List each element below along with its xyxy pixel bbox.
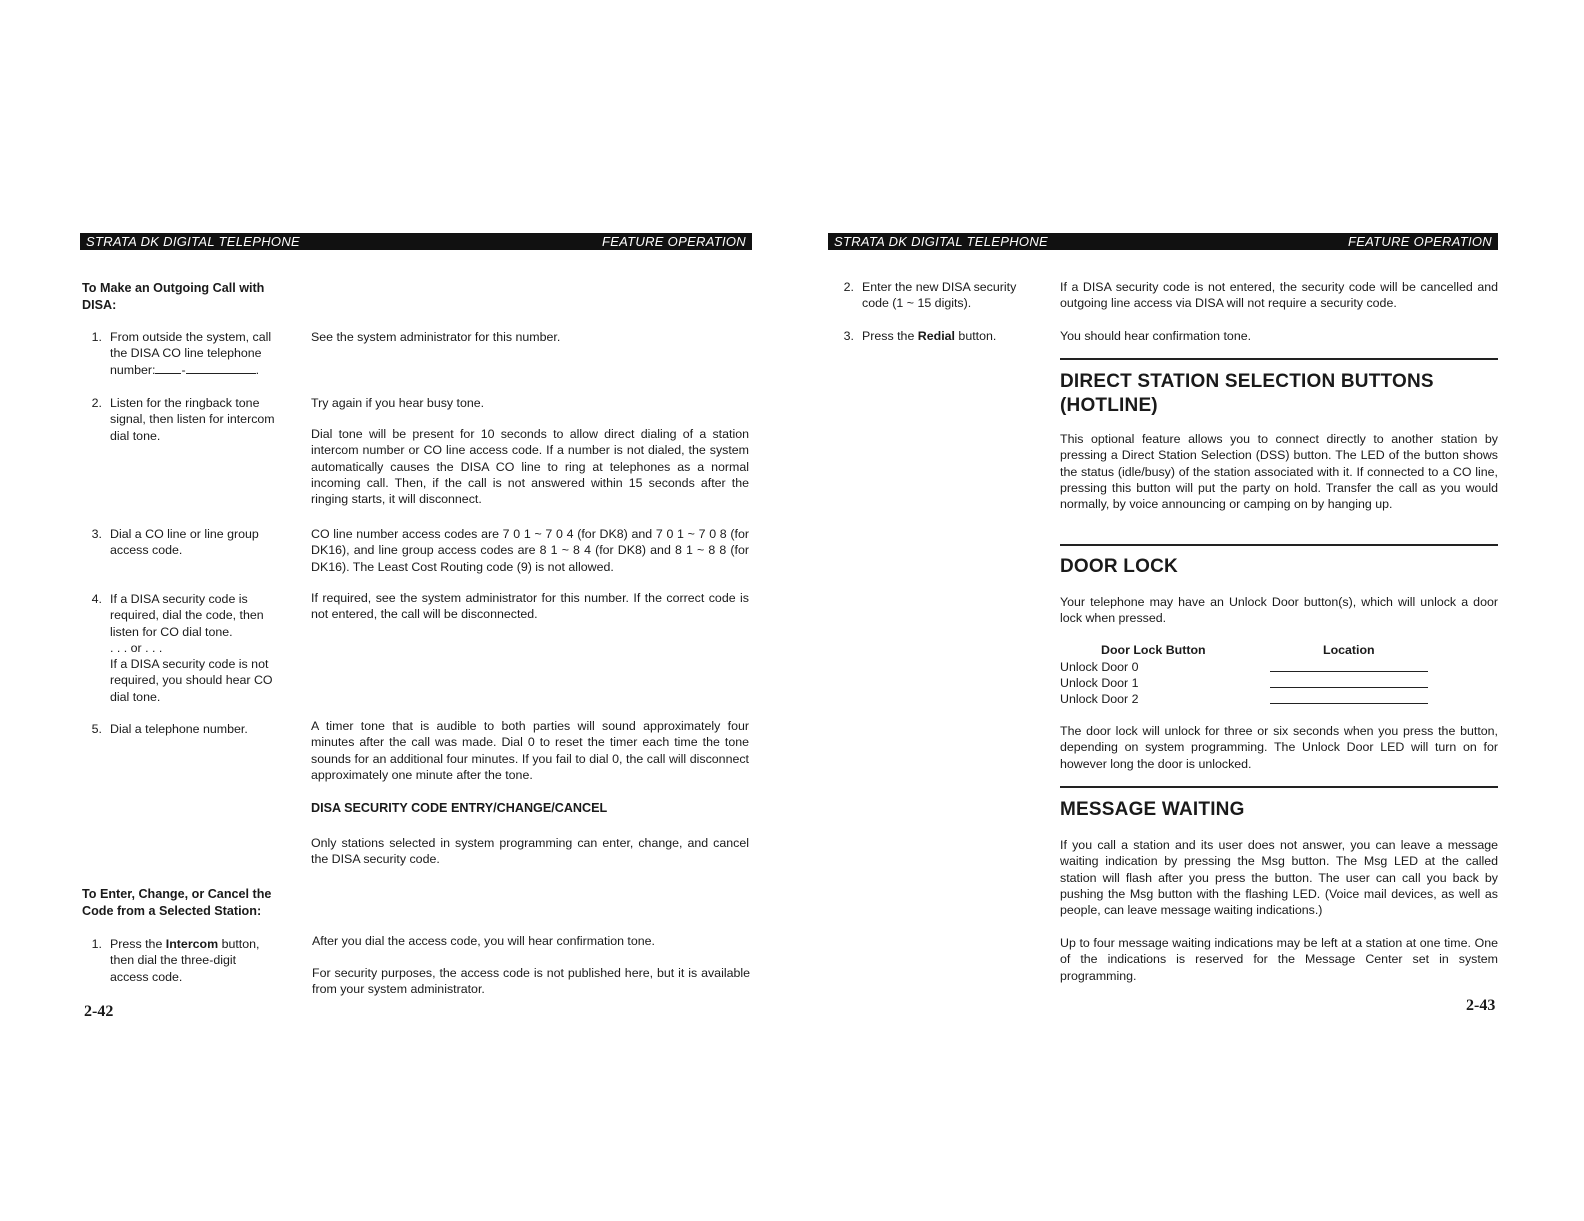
page-number: 2-43: [1466, 997, 1496, 1014]
note-step-3: CO line number access codes are 7 0 1 ~ 7 0 4 (for DK8) and 7 0 1 ~ 7 0 8 (for DK16), and line group access codes are 8 1 ~ 8 4 (for DK8) and 8 1 ~ 8 8 (for DK16). The Least Cost Routing code (9) is not allowed.: [311, 527, 749, 574]
step-number: 2.: [843, 280, 854, 294]
step-number: 5.: [91, 722, 102, 736]
note-step-2b: Dial tone will be present for 10 seconds to allow direct dialing of a station intercom number or CO line access code. If a number is not dialed, the system automatically causes the DISA CO line to ring at telephones as a normal incoming call. Then, if the call is not answered within 15 seconds after the ringing starts, it will disconnect.: [311, 427, 749, 507]
step-line: [110, 936, 259, 952]
step-line: number:: [110, 362, 156, 377]
step-line: required, dial the code, then: [110, 608, 264, 623]
step-text: button,: [218, 937, 260, 951]
door-table-row-1: Unlock Door 1: [1060, 676, 1139, 690]
note-step-4: If required, see the system administrator for this number. If the correct code is not entered, the call will be disconnected.: [311, 591, 749, 622]
section-title-outgoing-call: To Make an Outgoing Call with DISA:: [82, 281, 265, 312]
blank-separator: -: [181, 362, 186, 377]
disa-security-paragraph: Only stations selected in system programming can enter, change, and cancel the DISA security code.: [311, 836, 749, 867]
page-header: [828, 233, 1498, 250]
step-line: If a DISA security code is not: [110, 657, 269, 672]
step-line: signal, then listen for intercom: [110, 412, 275, 427]
step-text: Press the: [862, 329, 918, 343]
header-title: STRATA DK DIGITAL TELEPHONE: [86, 234, 300, 249]
message-waiting-paragraph-1: If you call a station and its user does not answer, you can leave a message waiting indication by pressing the Msg button. The Msg LED at the called station will flash after you press the button. The user can call you back by pushing the Msg button with the flashing LED. (Voice mail devices, as well as people, can leave message waiting indications.): [1060, 838, 1498, 918]
step-text: Press the: [110, 937, 166, 951]
header-section: FEATURE OPERATION: [601, 234, 746, 249]
step-line: dial tone.: [110, 689, 161, 704]
location-blank-2: [1270, 703, 1428, 704]
step-number: 3.: [91, 527, 102, 541]
note-step-3: You should hear confirmation tone.: [1060, 329, 1252, 343]
step-line: code (1 ~ 15 digits).: [862, 296, 972, 311]
door-table-col-location: Location: [1323, 643, 1375, 657]
note-step-1: See the system administrator for this number.: [311, 330, 561, 344]
step-line: Listen for the ringback tone: [110, 396, 260, 410]
door-lock-title: DOOR LOCK: [1060, 556, 1178, 577]
step-number: 4.: [91, 592, 102, 606]
blank-number: [186, 362, 256, 374]
section-divider: [1060, 786, 1498, 788]
step-text: button.: [954, 329, 997, 343]
section-title-enter-code: To Enter, Change, or Cancel the Code from a Selected Station:: [82, 887, 272, 918]
door-lock-paragraph-2: The door lock will unlock for three or six seconds when you press the button, depending on system programming. The Unlock Door LED will turn on for however long the door is unlocked.: [1060, 724, 1498, 771]
message-waiting-paragraph-2: Up to four message waiting indications may be left at a station at one time. One of the indications is reserved for the Message Center set in system programming.: [1060, 936, 1498, 983]
step-line: . . . or . . .: [110, 640, 163, 655]
page-number: 2-42: [84, 1003, 114, 1020]
step-line: listen for CO dial tone.: [110, 624, 233, 639]
step-number: 1.: [91, 937, 102, 951]
dss-title-line-1: DIRECT STATION SELECTION BUTTONS: [1060, 371, 1434, 392]
step-line: Dial a telephone number.: [110, 722, 248, 736]
step-number: 1.: [91, 330, 102, 344]
step-number: 2.: [91, 396, 102, 410]
note-step-5: A timer tone that is audible to both parties will sound approximately four minutes after the call was made. Dial 0 to reset the timer each time the tone sounds for an additional four minutes. If you fail to dial 0, the call will disconnect approximately one minute after the tone.: [311, 719, 749, 782]
disa-security-heading: DISA SECURITY CODE ENTRY/CHANGE/CANCEL: [311, 801, 608, 815]
header-title: STRATA DK DIGITAL TELEPHONE: [834, 234, 1048, 249]
step-line: Enter the new DISA security: [862, 280, 1017, 294]
door-table-row-2: Unlock Door 2: [1060, 692, 1139, 706]
header-section: FEATURE OPERATION: [1347, 234, 1492, 249]
section-divider: [1060, 544, 1498, 546]
right-page: [792, 0, 1584, 1221]
step-line: [862, 328, 996, 344]
step-line: Dial a CO line or line group: [110, 527, 259, 541]
step-line: dial tone.: [110, 428, 161, 443]
note-enter-1a: After you dial the access code, you will hear confirmation tone.: [312, 934, 655, 948]
step-line: then dial the three-digit: [110, 953, 237, 968]
blank-end: .: [255, 362, 260, 377]
step-line: From outside the system, call: [110, 330, 272, 344]
location-blank-1: [1270, 687, 1428, 688]
blank-area-code: [155, 362, 181, 374]
step-line: the DISA CO line telephone: [110, 346, 262, 361]
door-lock-paragraph: Your telephone may have an Unlock Door button(s), which will unlock a door lock when pressed.: [1060, 595, 1498, 626]
note-step-2a: Try again if you hear busy tone.: [311, 396, 485, 410]
step-line: access code.: [110, 969, 183, 984]
note-step-2: If a DISA security code is not entered, the security code will be cancelled and outgoing line access via DISA will not require a security code.: [1060, 280, 1498, 311]
location-blank-0: [1270, 671, 1428, 672]
step-number: 3.: [843, 329, 854, 343]
door-table-row-0: Unlock Door 0: [1060, 660, 1139, 674]
number-blank-line: [110, 362, 271, 378]
intercom-button-label: Intercom: [165, 937, 219, 951]
section-divider: [1060, 358, 1498, 360]
dss-section-title: [1060, 370, 1498, 418]
dss-paragraph: This optional feature allows you to connect directly to another station by pressing a Direct Station Selection (DSS) button. The LED of the button shows the status (idle/busy) of the station associated with it. If connected to a CO line, pressing this button will put the party on hold. Transfer the call as you would normally, by voice announcing or camping on by hanging up.: [1060, 432, 1498, 512]
step-line: required, you should hear CO: [110, 673, 273, 688]
message-waiting-title: MESSAGE WAITING: [1060, 799, 1245, 820]
step-line: If a DISA security code is: [110, 592, 248, 606]
step-line: access code.: [110, 543, 183, 558]
page-header: [80, 233, 752, 250]
note-enter-1b: For security purposes, the access code is not published here, but it is available from your system administrator.: [312, 966, 750, 997]
door-table-col-button: Door Lock Button: [1101, 643, 1206, 657]
dss-title-line-2: (HOTLINE): [1060, 395, 1158, 416]
redial-button-label: Redial: [917, 329, 955, 343]
